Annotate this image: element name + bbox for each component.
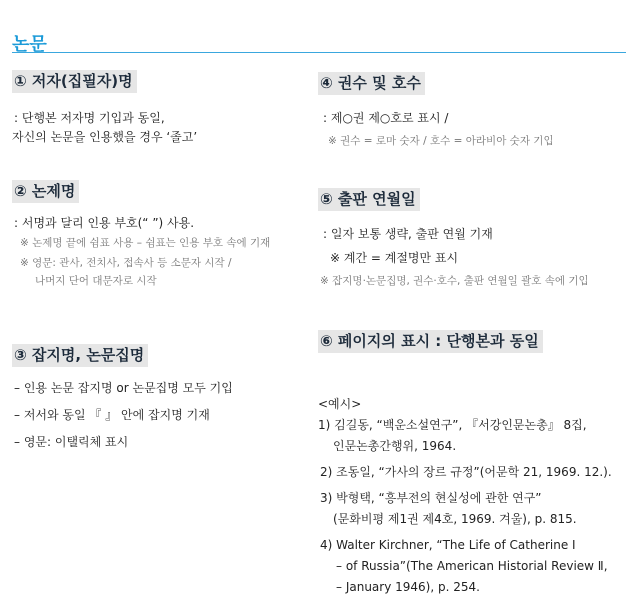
volume-desc-line: : 제○권 제○호로 표시 /	[323, 111, 449, 125]
section-date	[318, 188, 589, 289]
examples-label: <예시>	[318, 397, 362, 411]
example-2-line-1: 2) 조동일, “가사의 장르 규정”(어문학 21, 1969. 12.).	[320, 465, 612, 479]
section-author	[12, 70, 197, 145]
page-title: 논문	[12, 34, 47, 55]
section-journal	[12, 344, 233, 450]
volume-note: ※ 권수 = 로마 숫자 / 호수 = 아라비아 숫자 기입	[328, 135, 554, 147]
title-note-1: ※ 논제명 끝에 쉼표 사용 – 쉼표는 인용 부호 속에 기재	[20, 237, 271, 249]
section-page	[318, 330, 543, 353]
example-1-line-1: 1) 김길동, “백운소설연구”, 『서강인문논총』 8집,	[318, 418, 587, 432]
title-divider	[12, 52, 626, 53]
date-quarterly-line: ※ 계간 = 계절명만 표시	[330, 251, 459, 265]
journal-line-1: – 인용 논문 잡지명 or 논문집명 모두 기입	[14, 381, 233, 395]
example-1-line-2: 인문논총간행위, 1964.	[333, 439, 457, 453]
date-note: ※ 잡지명·논문집명, 권수·호수, 출판 연월일 괄호 속에 기입	[320, 275, 589, 287]
section-title	[12, 180, 270, 289]
section-volume-heading: ④ 권수 및 호수	[318, 72, 425, 95]
section-title-heading: ② 논제명	[12, 180, 79, 203]
example-4-line-1: 4) Walter Kirchner, “The Life of Catherine Ⅰ	[320, 538, 576, 552]
title-note-2: ※ 영문: 관사, 전치사, 접속사 등 소문자 시작 /	[20, 257, 232, 269]
journal-line-3: – 영문: 이탤릭체 표시	[14, 435, 129, 449]
date-desc-line: : 일자 보통 생략, 출판 연월 기재	[323, 227, 493, 241]
title-note-3: 나머지 단어 대문자로 시작	[35, 275, 157, 287]
example-4-line-2: – of Russia”(The American Historial Review Ⅱ,	[336, 559, 608, 573]
example-4-line-3: – January 1946), p. 254.	[336, 580, 480, 594]
title-desc-line: : 서명과 달리 인용 부호(“ ”) 사용.	[14, 216, 195, 230]
section-page-heading: ⑥ 페이지의 표시 : 단행본과 동일	[318, 330, 543, 353]
author-desc-line-2: 자신의 논문을 인용했을 경우 ‘졸고’	[12, 130, 198, 144]
section-journal-heading: ③ 잡지명, 논문집명	[12, 344, 148, 367]
examples	[318, 396, 612, 596]
author-desc-line-1: : 단행본 저자명 기입과 동일,	[14, 111, 165, 125]
example-3-line-2: (문화비평 제1권 제4호, 1969. 겨울), p. 815.	[333, 512, 577, 526]
section-date-heading: ⑤ 출판 연월일	[318, 188, 420, 211]
section-author-heading: ① 저자(집필자)명	[12, 70, 137, 93]
example-3-line-1: 3) 박형택, “흥부전의 현실성에 관한 연구”	[320, 491, 542, 505]
section-volume	[318, 72, 554, 149]
journal-line-2: – 저서와 동일 『 』 안에 잡지명 기재	[14, 408, 210, 422]
